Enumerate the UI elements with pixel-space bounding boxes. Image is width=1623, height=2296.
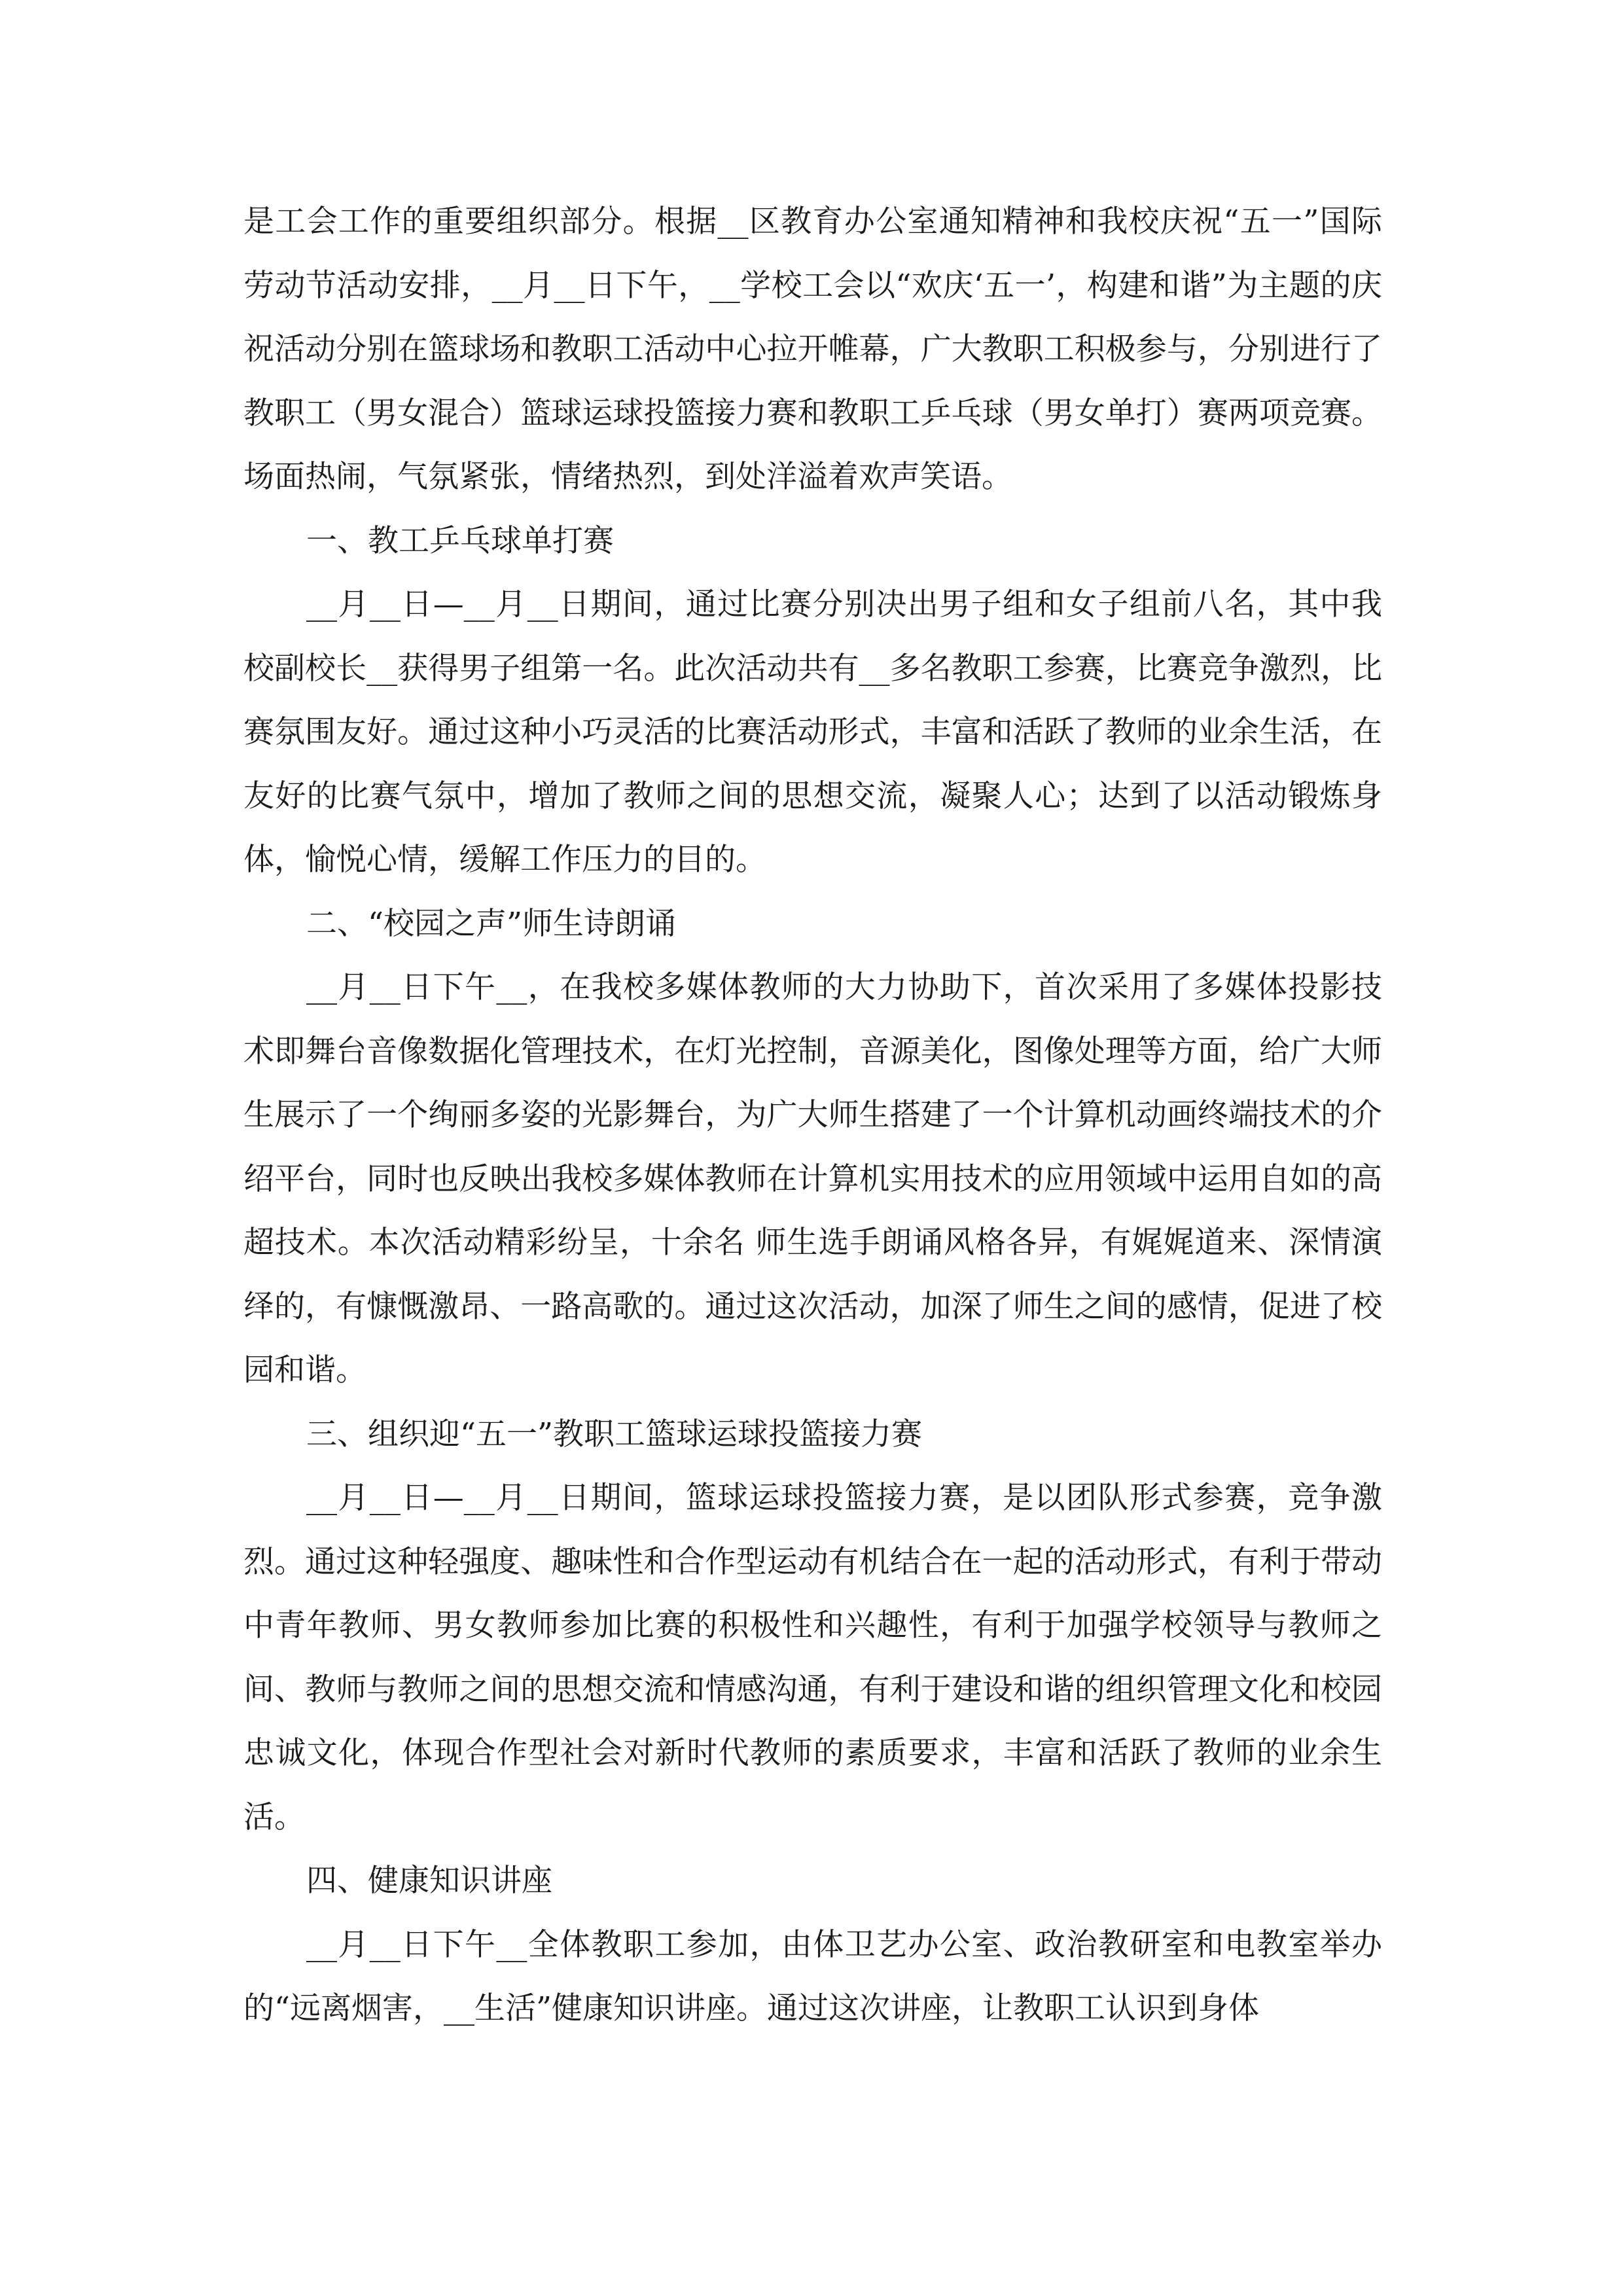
- paragraph-intro: 是工会工作的重要组织部分。根据__区教育办公室通知精神和我校庆祝“五一”国际劳动节活动安排，__月__日下午，__学校工会以“欢庆‘五一’，构建和谐”为主题的庆祝活动分别在篮球场和教职工活动中心拉开帷幕，广大教职工积极参与，分别进行了教职工（男女混合）篮球运球投篮接力赛和教职工乒乓球（男女单打）赛两项竞赛。场面热闹，气氛紧张，情绪热烈，到处洋溢着欢声笑语。: [243, 204, 1382, 495]
- paragraph-poetry-recital: __月__日下午__，在我校多媒体教师的大力协助下，首次采用了多媒体投影技术即舞台音像数据化管理技术，在灯光控制，音源美化，图像处理等方面，给广大师生展示了一个绚丽多姿的光影舞台，为广大师生搭建了一个计算机动画终端技术的介绍平台，同时也反映出我校多媒体教师在计算机实用技术的应用领域中运用自如的高超技术。本次活动精彩纷呈，十余名 师生选手朗诵风格各异，有娓娓道来、深情演绎的，有慷慨激昂、一路高歌的。通过这次活动，加深了师生之间的感情，促进了校园和谐。: [243, 969, 1382, 1388]
- section-heading-health-lecture: 四、健康知识讲座: [306, 1863, 552, 1899]
- section-heading-poetry-recital: 二、“校园之声”师生诗朗诵: [306, 905, 677, 942]
- paragraph-health-lecture: __月__日下午__全体教职工参加，由体卫艺办公室、政治教研室和电教室举办的“远离烟害，__生活”健康知识讲座。通过这次讲座，让教职工认识到身体: [243, 1926, 1382, 2026]
- section-heading-basketball-relay: 三、组织迎“五一”教职工篮球运球投篮接力赛: [306, 1416, 923, 1452]
- document-body: [243, 190, 1382, 2041]
- paragraph-table-tennis: __月__日—__月__日期间，通过比赛分别决出男子组和女子组前八名，其中我校副校长__获得男子组第一名。此次活动共有__多名教职工参赛，比赛竞争激烈，比赛氛围友好。通过这种小巧灵活的比赛活动形式，丰富和活跃了教师的业余生活，在友好的比赛气氛中，增加了教师之间的思想交流，凝聚人心；达到了以活动锻炼身体，愉悦心情，缓解工作压力的目的。: [243, 586, 1382, 878]
- paragraph-basketball-relay: __月__日—__月__日期间，篮球运球投篮接力赛，是以团队形式参赛，竞争激烈。通过这种轻强度、趣味性和合作型运动有机结合在一起的活动形式，有利于带动中青年教师、男女教师参加比赛的积极性和兴趣性，有利于加强学校领导与教师之间、教师与教师之间的思想交流和情感沟通，有利于建设和谐的组织管理文化和校园忠诚文化，体现合作型社会对新时代教师的素质要求，丰富和活跃了教师的业余生活。: [243, 1480, 1382, 1835]
- section-heading-table-tennis: 一、教工乒乓球单打赛: [306, 522, 614, 559]
